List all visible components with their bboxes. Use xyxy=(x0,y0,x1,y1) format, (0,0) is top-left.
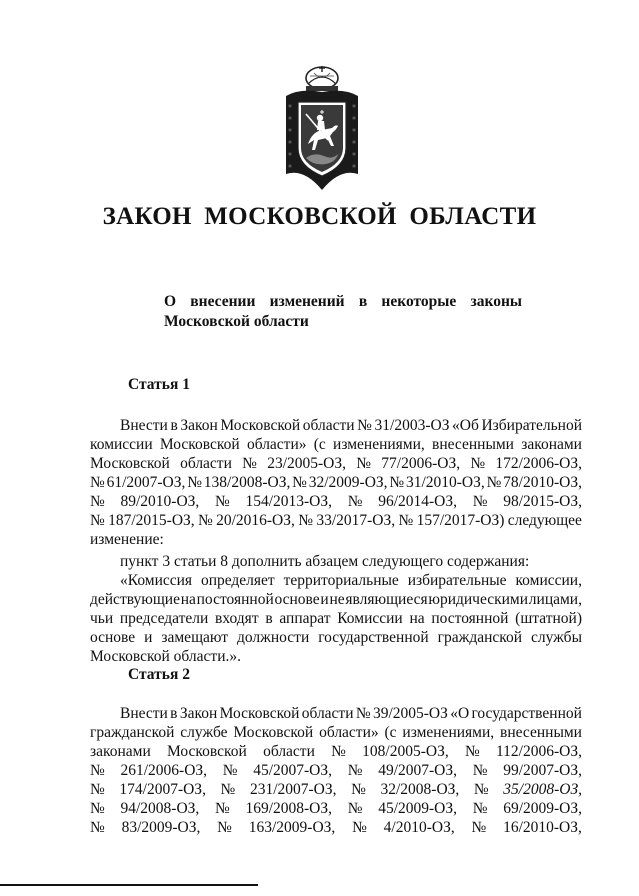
word: № xyxy=(472,493,488,510)
word: определяет xyxy=(200,572,275,589)
word: области xyxy=(180,455,232,472)
article-1-line xyxy=(90,416,582,435)
word: следующее xyxy=(507,512,582,529)
word: 187/2015-ОЗ, xyxy=(108,512,195,529)
word: № xyxy=(470,455,486,472)
word: № xyxy=(90,512,105,529)
article-2-line xyxy=(90,761,582,780)
coat-of-arms-icon xyxy=(278,62,366,194)
article-2-line xyxy=(90,704,582,723)
article-2-line xyxy=(90,799,582,818)
word: комиссии xyxy=(90,436,153,453)
word: области» xyxy=(246,436,307,453)
word: Закон xyxy=(180,417,218,434)
word: Комиссии xyxy=(337,610,403,627)
word: 96/2014-ОЗ, xyxy=(378,493,458,510)
word: на xyxy=(409,610,425,627)
word: 174/2007-ОЗ, xyxy=(119,781,206,798)
word: 78/2010-ОЗ, xyxy=(503,474,582,491)
word: области xyxy=(263,743,315,760)
article-2-body xyxy=(90,704,582,837)
law-subject xyxy=(164,292,522,332)
article-2-line xyxy=(90,818,582,837)
word: 31/2003-ОЗ xyxy=(374,417,450,434)
word: № xyxy=(90,819,105,836)
word: (с xyxy=(384,724,397,741)
word: лицами, xyxy=(528,591,582,608)
word: избирательные xyxy=(407,572,507,589)
word: законами xyxy=(521,436,582,453)
word: № xyxy=(214,800,230,817)
quote-line xyxy=(90,609,582,628)
article-1-line xyxy=(90,511,582,530)
word: внесенными xyxy=(500,724,582,741)
word: Московской xyxy=(167,743,247,760)
word: гражданской xyxy=(437,629,523,646)
word: юридическими xyxy=(428,591,529,608)
word: 89/2010-ОЗ, xyxy=(120,493,200,510)
word: № xyxy=(347,762,363,779)
word: гражданской xyxy=(90,724,175,741)
word: внесенными xyxy=(432,436,514,453)
word: № xyxy=(472,800,488,817)
word: (с xyxy=(313,436,326,453)
word: области xyxy=(301,705,354,722)
word: «Комиссия xyxy=(120,572,193,589)
word: Избирательной xyxy=(481,417,582,434)
article-1-point xyxy=(90,552,582,666)
word: на xyxy=(180,591,196,608)
word: Московской xyxy=(219,705,300,722)
article-2-heading: Статья 2 xyxy=(128,666,190,683)
article-1-line xyxy=(90,454,582,473)
word: 23/2005-ОЗ, xyxy=(267,455,346,472)
word: № xyxy=(187,474,202,491)
quote-line xyxy=(90,571,582,590)
word: 154/2013-ОЗ, xyxy=(245,493,333,510)
word: 45/2007-ОЗ, xyxy=(253,762,333,779)
word: № xyxy=(214,493,230,510)
word: действующие xyxy=(90,591,180,608)
word: № xyxy=(347,800,363,817)
word: 33/2017-ОЗ, xyxy=(316,512,396,529)
word: законами xyxy=(90,743,151,760)
word: Внести xyxy=(120,417,168,434)
word: должности xyxy=(236,629,310,646)
quote-line xyxy=(90,590,582,609)
word: 138/2008-ОЗ, xyxy=(203,474,291,491)
word: 172/2006-ОЗ, xyxy=(495,455,582,472)
word: «О xyxy=(450,705,470,722)
word: изменениями, xyxy=(402,724,495,741)
word: территориальные xyxy=(283,572,399,589)
article-2-line xyxy=(90,780,582,799)
word: не xyxy=(329,591,345,608)
word: № xyxy=(355,705,371,722)
article-2-line xyxy=(90,723,582,742)
article-1-body xyxy=(90,416,582,549)
word: 61/2007-ОЗ, xyxy=(106,474,186,491)
subject-line-2: Московской области xyxy=(164,313,309,330)
word: № xyxy=(217,819,232,836)
word: № xyxy=(389,474,405,491)
word: в xyxy=(170,705,178,722)
article-1-line xyxy=(90,473,582,492)
point-text: пункт 3 статьи 8 дополнить абзацем следующего содержания: xyxy=(120,553,530,570)
word: 39/2005-ОЗ xyxy=(372,705,448,722)
word: 83/2009-ОЗ, xyxy=(121,819,201,836)
subject-line-1: О внесении изменений в некоторые законы xyxy=(164,293,522,310)
word: области» xyxy=(319,724,379,741)
word: 108/2005-ОЗ, xyxy=(362,743,449,760)
article-1-heading: Статья 1 xyxy=(128,376,190,393)
word: председатели xyxy=(119,610,209,627)
quote-line: Московской области.». xyxy=(90,648,241,665)
word: № xyxy=(197,512,213,529)
article-1-line xyxy=(90,492,582,511)
word: 45/2009-ОЗ, xyxy=(378,800,458,817)
word: 69/2009-ОЗ, xyxy=(503,800,582,817)
word: 31/2010-ОЗ, xyxy=(405,474,485,491)
word: № xyxy=(298,512,314,529)
word: постоянной xyxy=(431,610,509,627)
word: в xyxy=(265,610,273,627)
word: 4/2010-ОЗ, xyxy=(383,819,455,836)
word: 32/2009-ОЗ, xyxy=(308,474,388,491)
word: № xyxy=(220,781,236,798)
word: 261/2006-ОЗ, xyxy=(120,762,208,779)
word: 99/2007-ОЗ, xyxy=(503,762,582,779)
article-1-line: изменение: xyxy=(90,531,164,548)
article-2-line xyxy=(90,742,582,761)
word: постоянной xyxy=(196,591,274,608)
law-title: ЗАКОН МОСКОВСКОЙ ОБЛАСТИ xyxy=(102,203,537,230)
word: № xyxy=(472,762,488,779)
word: 169/2008-ОЗ, xyxy=(245,800,333,817)
crown-icon xyxy=(306,66,338,91)
word: 20/2016-ОЗ, xyxy=(216,512,295,529)
word: № xyxy=(471,819,487,836)
word: замещают xyxy=(161,629,229,646)
word: области xyxy=(302,417,355,434)
word: № xyxy=(464,743,480,760)
word: 157/2017-ОЗ) xyxy=(416,512,505,529)
article-1-line xyxy=(90,435,582,454)
word: изменениями, xyxy=(333,436,425,453)
word: службе xyxy=(180,724,228,741)
word: Московской xyxy=(159,436,240,453)
word: 32/2008-ОЗ, xyxy=(380,781,460,798)
word: «Об xyxy=(452,417,479,434)
quote-line xyxy=(90,628,582,647)
word: № xyxy=(352,819,367,836)
word: и xyxy=(320,591,329,608)
word: Внести xyxy=(120,705,168,722)
word: № xyxy=(242,455,257,472)
word: Московской xyxy=(220,417,301,434)
word: аппарат xyxy=(279,610,331,627)
word: 98/2015-ОЗ, xyxy=(503,493,582,510)
word: государственной xyxy=(471,705,582,722)
word: № xyxy=(473,781,489,798)
word: № xyxy=(222,762,238,779)
word: № xyxy=(331,743,346,760)
word: службы xyxy=(531,629,582,646)
word: № xyxy=(347,493,363,510)
word: 16/2010-ОЗ, xyxy=(503,819,582,836)
word: в xyxy=(170,417,178,434)
word: 231/2007-ОЗ, xyxy=(249,781,337,798)
word: 35/2008-ОЗ, xyxy=(503,781,582,798)
word: № xyxy=(90,493,105,510)
word: № xyxy=(90,474,105,491)
word: 94/2008-ОЗ, xyxy=(120,800,200,817)
word: входят xyxy=(215,610,259,627)
word: № xyxy=(486,474,502,491)
word: 112/2006-ОЗ, xyxy=(495,743,582,760)
word: № xyxy=(398,512,414,529)
word: 49/2007-ОЗ, xyxy=(378,762,458,779)
word: 77/2006-ОЗ, xyxy=(381,455,461,472)
word: являющиеся xyxy=(345,591,428,608)
word: 163/2009-ОЗ, xyxy=(248,819,336,836)
word: № xyxy=(357,417,372,434)
word: комиссии, xyxy=(515,572,582,589)
word: основе xyxy=(90,629,136,646)
word: основе xyxy=(274,591,320,608)
word: государственной xyxy=(318,629,429,646)
word: Московской xyxy=(90,455,170,472)
word: и xyxy=(144,629,153,646)
word: № xyxy=(90,800,105,817)
footer-divider xyxy=(0,884,258,886)
word: (штатной) xyxy=(515,610,582,627)
word: № xyxy=(292,474,307,491)
word: Закон xyxy=(179,705,218,722)
word: № xyxy=(356,455,372,472)
word: № xyxy=(90,762,105,779)
word: № xyxy=(90,781,105,798)
word: Московской xyxy=(233,724,314,741)
word: чьи xyxy=(90,610,114,627)
word: № xyxy=(351,781,366,798)
